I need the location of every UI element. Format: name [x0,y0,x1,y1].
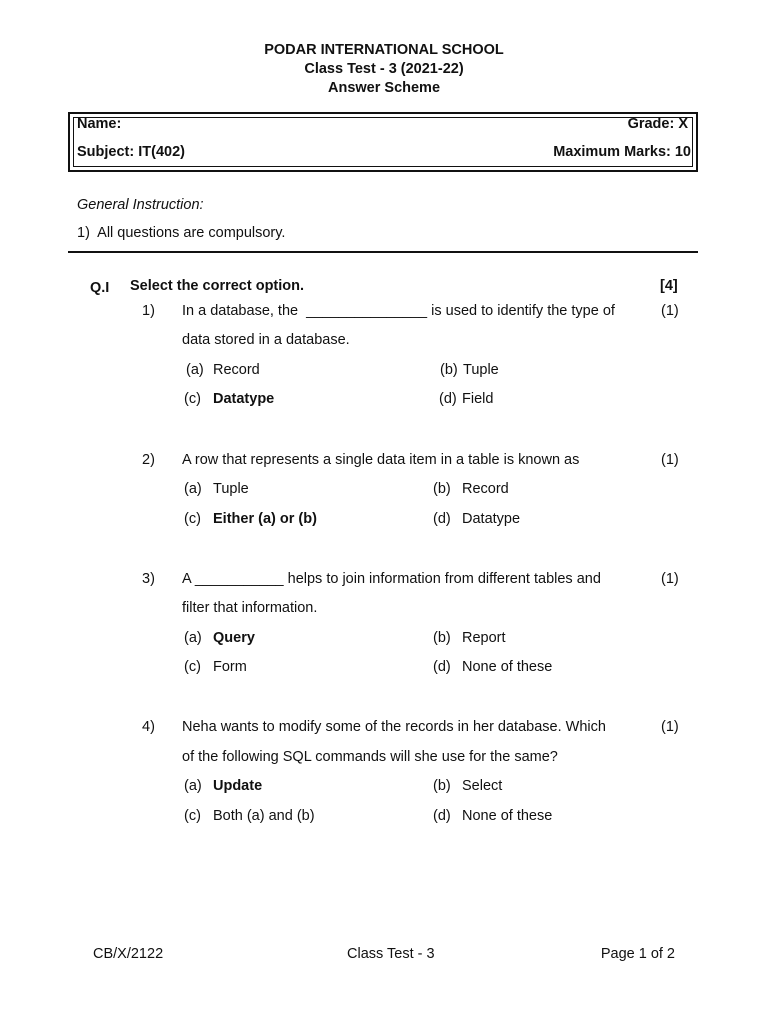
section-label: Q.I [90,280,110,296]
section-marks: [4] [660,278,678,294]
question-text-line: data stored in a database. [182,332,350,348]
option-text: Field [462,391,494,407]
option-label: (d) [433,659,451,675]
option-text: Select [462,778,503,794]
option-label: (c) [184,391,201,407]
question-number: 3) [142,571,155,587]
footer-code: CB/X/2122 [93,946,164,962]
option-label: (a) [184,778,202,794]
subject-label: Subject: IT(402) [77,144,185,160]
option-text: None of these [462,659,553,675]
option-label: (a) [184,481,202,497]
option-label: (a) [186,362,204,378]
correct-option-text: Update [213,778,263,794]
correct-option-text: Datatype [213,391,275,407]
question-number: 1) [142,303,155,319]
option-text: Datatype [462,511,521,527]
student-info-box [68,112,698,172]
option-text: Record [462,481,509,497]
option-text: Report [462,630,506,646]
name-label: Name: [77,116,122,132]
question-text-line: A ___________ helps to join information from different tables and [182,571,601,587]
option-text: Both (a) and (b) [213,808,315,824]
grade-label: Grade: X [627,116,688,132]
question-marks: (1) [661,452,679,468]
correct-option-text: Either (a) or (b) [213,511,317,527]
page-number: Page 1 of 2 [600,946,675,962]
option-label: (c) [184,808,201,824]
question-marks: (1) [661,719,679,735]
school-name: PODAR INTERNATIONAL SCHOOL [264,42,504,58]
correct-option-text: Query [213,630,255,646]
document-type: Answer Scheme [327,80,441,96]
option-label: (d) [433,808,451,824]
instruction-item: 1) All questions are compulsory. [77,225,286,241]
max-marks-label: Maximum Marks: 10 [553,144,691,160]
option-label: (b) [433,630,451,646]
option-text: Form [213,659,247,675]
option-label: (c) [184,511,201,527]
question-marks: (1) [661,303,679,319]
question-text-line: In a database, the _______________ is used to identify the type of [182,303,615,319]
option-label: (a) [184,630,202,646]
option-label: (b) [440,362,458,378]
instructions-title: General Instruction: [77,197,204,213]
footer-title: Class Test - 3 [347,946,435,962]
section-divider [68,251,698,253]
option-label: (c) [184,659,201,675]
question-number: 2) [142,452,155,468]
option-text: Record [213,362,260,378]
option-text: Tuple [463,362,499,378]
test-title: Class Test - 3 (2021-22) [304,61,464,77]
question-number: 4) [142,719,155,735]
option-label: (d) [439,391,457,407]
section-title: Select the correct option. [130,278,305,294]
question-marks: (1) [661,571,679,587]
option-label: (d) [433,511,451,527]
option-text: Tuple [213,481,249,497]
question-text-line: filter that information. [182,600,318,616]
option-text: None of these [462,808,553,824]
question-text-line: of the following SQL commands will she use for the same? [182,749,558,765]
question-text-line: Neha wants to modify some of the records in her database. Which [182,719,606,735]
question-text-line: A row that represents a single data item in a table is known as [182,452,580,468]
option-label: (b) [433,481,451,497]
option-label: (b) [433,778,451,794]
